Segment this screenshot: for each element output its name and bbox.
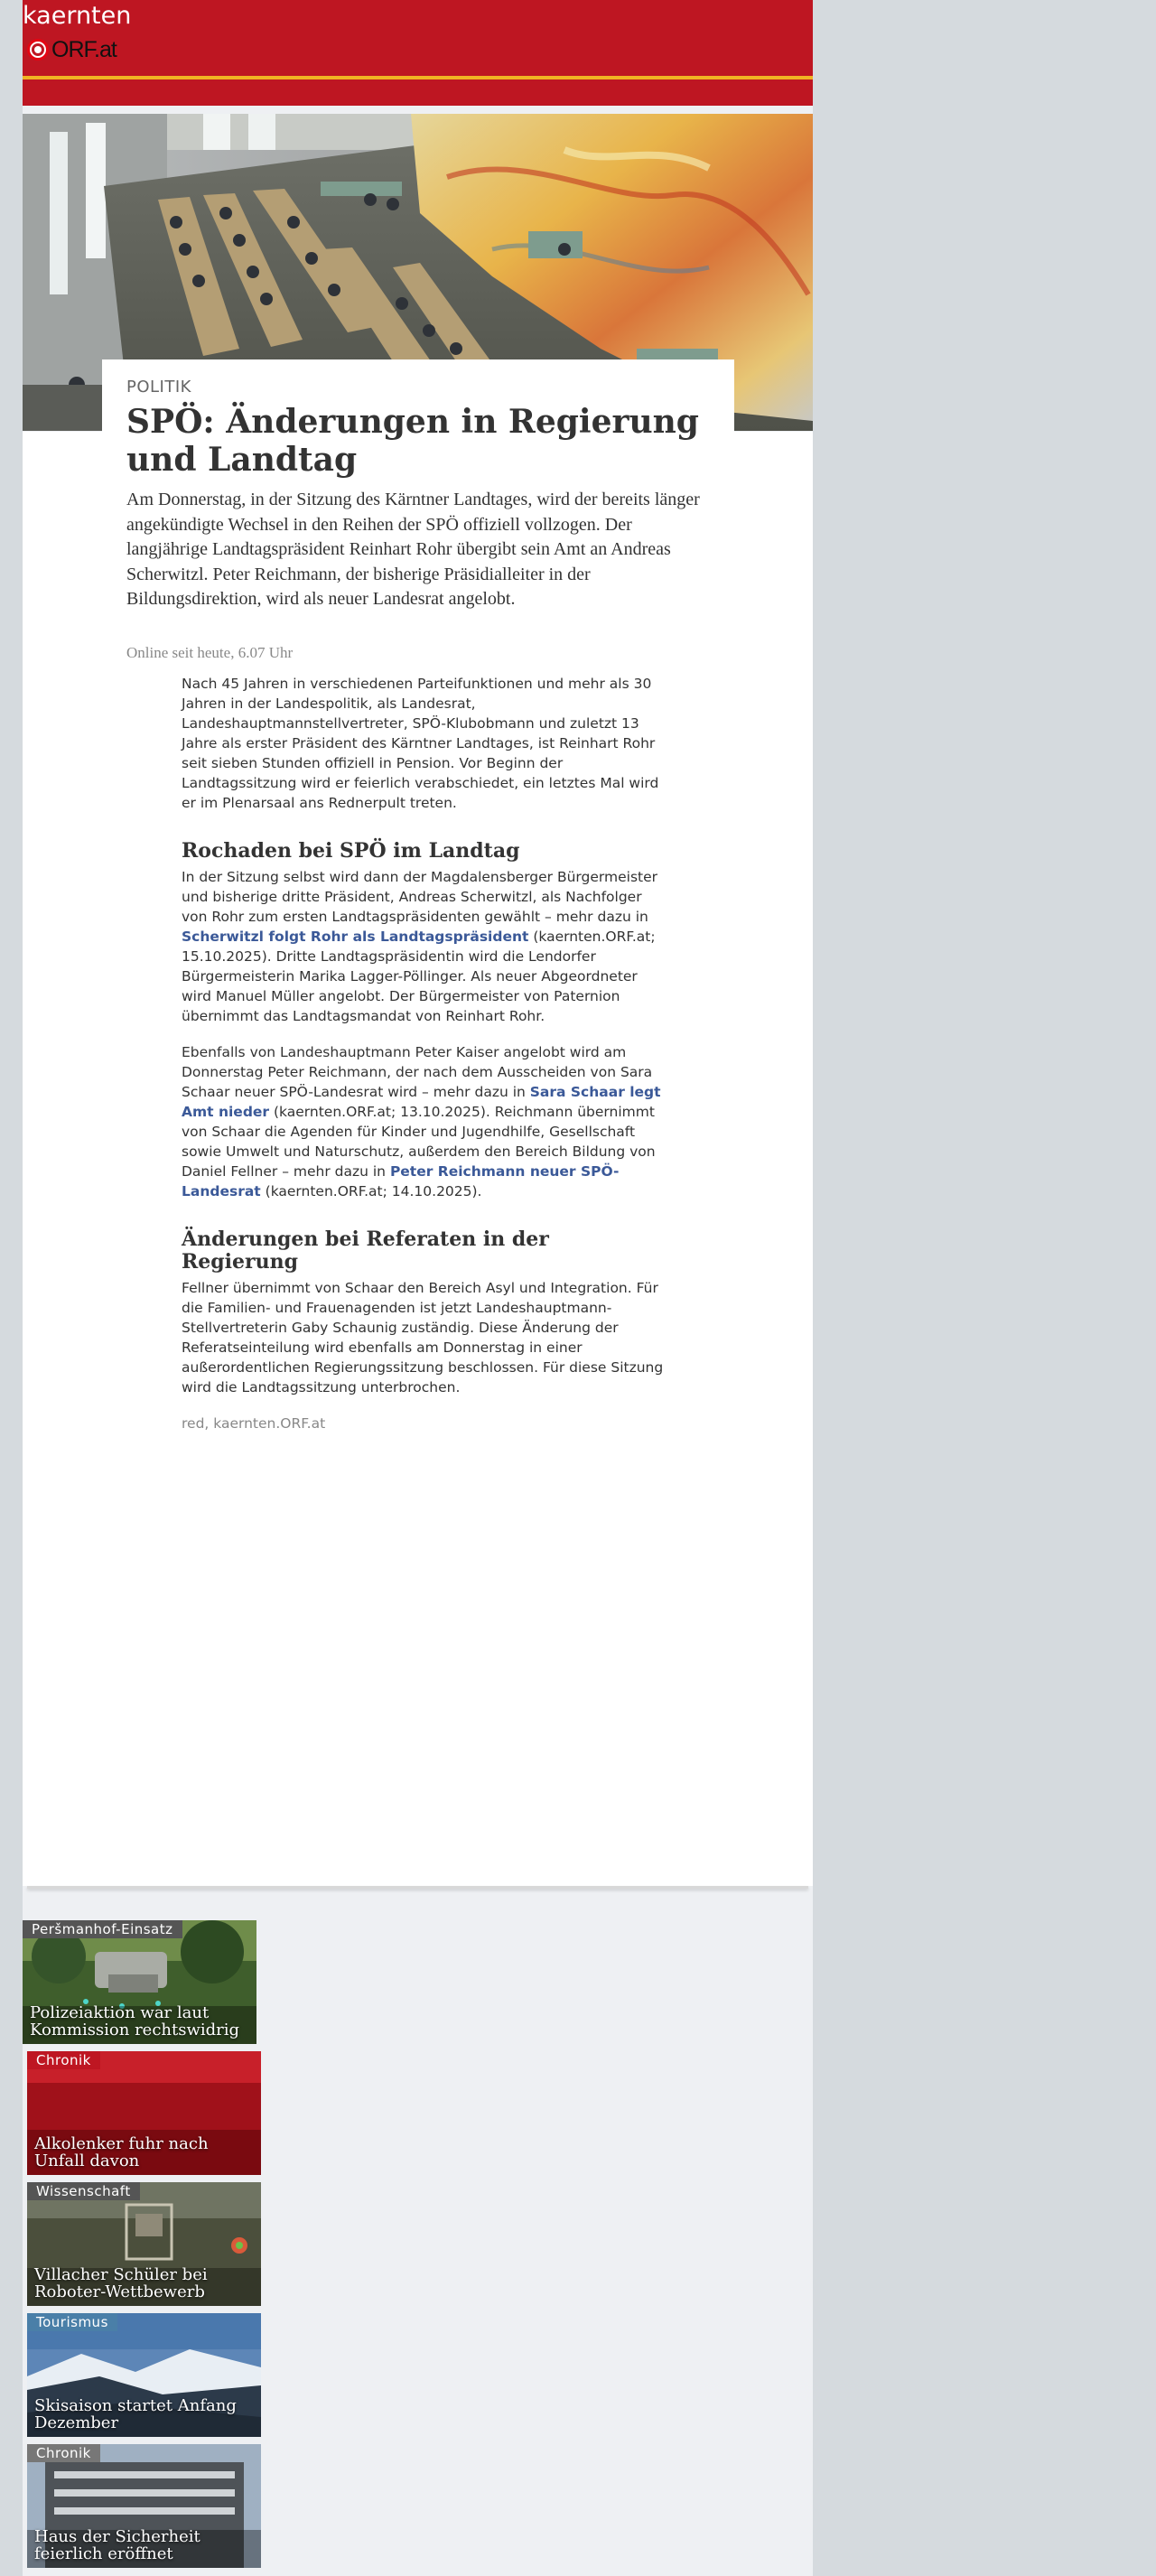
article-text: [182, 674, 669, 1450]
article-body: [23, 359, 813, 1886]
teaser-title: Alkolenker fuhr nach Unfall davon: [34, 2134, 209, 2170]
article-date: Online seit heute, 6.07 Uhr: [126, 644, 294, 661]
header-accent-line: [23, 76, 813, 79]
subheading: Änderungen bei Referaten in der Regierung: [182, 1227, 549, 1274]
paragraph: Nach 45 Jahren in verschiedenen Parteifunktionen und mehr als 30 Jahren in der Landespolitik, als Landesrat, Landeshauptmannstellvertreter, SPÖ-Klubobmann und zuletzt 13 Jahre als erster Präsident des Kärntner Landtages, ist Reinhart Rohr seit sieben Stunden offiziell in Pension. Vor Beginn der Landtagssitzung wird er feierlich verabschiedet, ein letztes Mal wird er im Plenarsaal ans Rednerpult treten.: [182, 676, 659, 811]
teaser-card[interactable]: [27, 2313, 261, 2437]
site-header: [23, 0, 813, 106]
article-source: red, kaernten.ORF.at: [182, 1415, 326, 1432]
section-divider: [27, 1886, 808, 1889]
orf-logo[interactable]: [26, 36, 117, 63]
teaser-category: Peršmanhof-Einsatz: [23, 1920, 182, 1938]
teaser-card[interactable]: [27, 2182, 261, 2306]
text: (kaernten.ORF.at; 13.10.2025). Reichmann übernimmt von Schaar die Agenden für Kinder und Jugendhilfe, Gesellschaft sowie Umwelt und Naturschutz, außerdem den Bereich Bildung von Daniel Fellner – mehr dazu in: [182, 1104, 656, 1180]
teaser-title: Skisaison startet Anfang Dezember: [34, 2396, 237, 2432]
site-name[interactable]: kaernten: [23, 2, 132, 30]
article-title: SPÖ: Änderungen in Regierung und Landtag: [126, 403, 699, 479]
text: In der Sitzung selbst wird dann der Magdalensberger Bürgermeister und bisherige dritte Präsident, Andreas Scherwitzl, als Nachfolger von Rohr zum ersten Landtagspräsidenten gewählt – mehr dazu in: [182, 869, 658, 925]
teaser-title: Villacher Schüler bei Roboter-Wettbewerb: [34, 2265, 208, 2301]
page-column: [23, 0, 813, 2576]
teaser-category: Chronik: [27, 2051, 100, 2069]
teaser-title: Haus der Sicherheit feierlich eröffnet: [34, 2527, 200, 2563]
paragraph: [182, 1042, 669, 1201]
link-reichmann[interactable]: Peter Reichmann neuer SPÖ-Landesrat: [182, 1163, 620, 1199]
teaser-title: Polizeiaktion war laut Kommission rechtswidrig: [30, 2003, 240, 2039]
teaser-card[interactable]: [23, 1920, 256, 2044]
link-scherwitzl[interactable]: Scherwitzl folgt Rohr als Landtagspräsident: [182, 929, 529, 945]
orf-eye-icon: [26, 38, 50, 61]
teaser-category: Chronik: [27, 2444, 100, 2462]
teaser-card[interactable]: [27, 2444, 261, 2568]
logo-text: ORF.at: [51, 36, 117, 62]
subheading: Rochaden bei SPÖ im Landtag: [182, 839, 520, 863]
text: (kaernten.ORF.at; 14.10.2025).: [260, 1183, 482, 1199]
link-schaar[interactable]: Sara Schaar legt Amt nieder: [182, 1084, 661, 1120]
article-kicker: POLITIK: [126, 378, 191, 397]
article-lead: Am Donnerstag, in der Sitzung des Kärntner Landtages, wird der bereits länger angekündigte Wechsel in den Reihen der SPÖ offiziell vollzogen. Der langjährige Landtagspräsident Reinhart Rohr übergibt sein Amt an Andreas Scherwitzl. Peter Reichmann, der bisherige Präsidialleiter in der Bildungsdirektion, wird als neuer Landesrat angelobt.: [126, 490, 700, 609]
text: Ebenfalls von Landeshauptmann Peter Kaiser angelobt wird am Donnerstag Peter Reichmann, der nach dem Ausscheiden von Sara Schaar neuer SPÖ-Landesrat wird – mehr dazu in: [182, 1044, 653, 1100]
teaser-category: Tourismus: [27, 2313, 117, 2331]
teaser-category: Wissenschaft: [27, 2182, 140, 2200]
text: (kaernten.ORF.at; 15.10.2025). Dritte Landtagspräsidentin wird die Lendorfer Bürgermeisterin Marika Lagger-Pöllinger. Als neuer Abgeordneter wird Manuel Müller angelobt. Der Bürgermeister von Paternion übernimmt das Landtagsmandat von Reinhart Rohr.: [182, 929, 656, 1024]
paragraph: [182, 867, 669, 1026]
paragraph: Fellner übernimmt von Schaar den Bereich Asyl und Integration. Für die Familien- und Frauenagenden ist jetzt Landeshauptmann-Stellvertreterin Gaby Schaunig zuständig. Diese Änderung der Referatseinteilung wird ebenfalls am Donnerstag in einer außerordentlichen Regierungssitzung beschlossen. Für diese Sitzung wird die Landtagssitzung unterbrochen.: [182, 1280, 664, 1395]
teaser-card[interactable]: [27, 2051, 261, 2175]
